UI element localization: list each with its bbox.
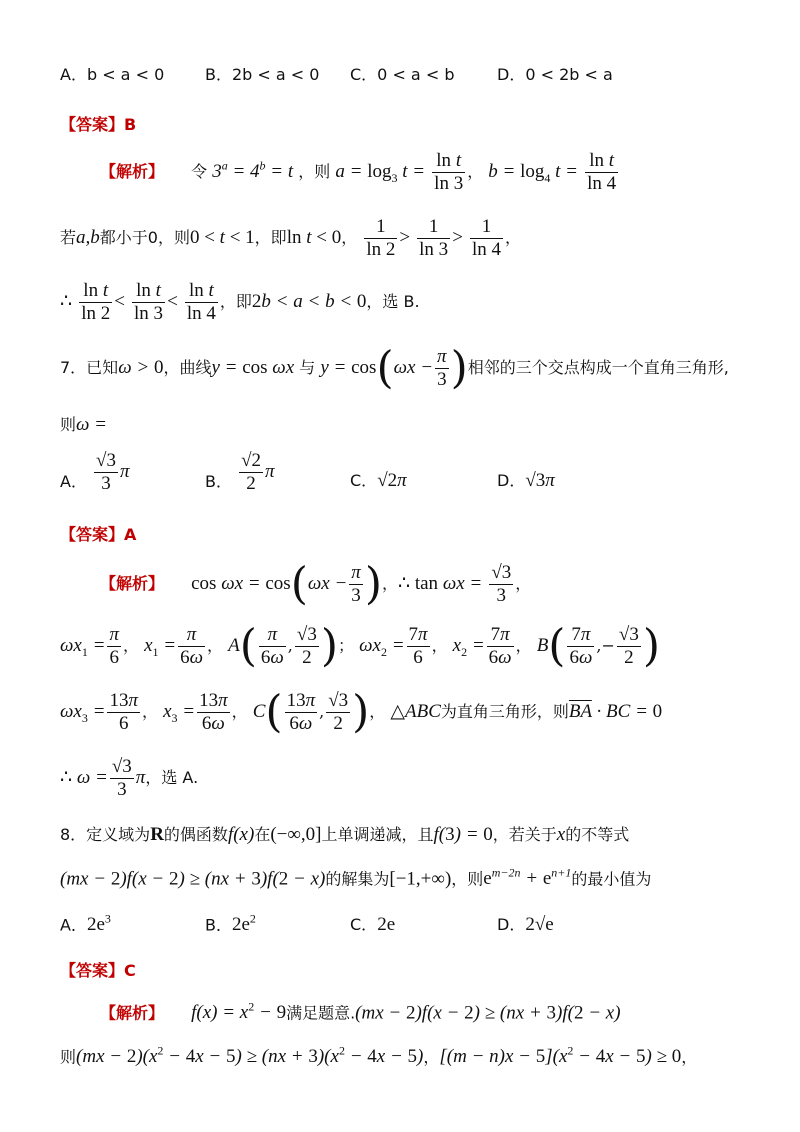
answer-label: 【答案】 (60, 115, 125, 134)
q6-frac-t4: $\frac{\text{ln t}}{\ln 4}$ (186, 280, 216, 324)
answer-value: B (124, 115, 137, 134)
q7-f1: $\frac{\pi}{6}$ (109, 624, 119, 668)
q7-option-b: B． (205, 471, 232, 491)
q7-omega-pos: ω > 0 (118, 356, 164, 378)
q8-option-c: C． (350, 915, 378, 934)
q7-analysis-line2: $\omega x_1$ = $\frac{\pi}{6}$ ， $x_1$ = $\frac{\pi}{6\omega}$ ， A( $\frac{\pi}{6\omega}$ , $\frac{√3}{2}$ )； $\omega x_2$ = $\frac{7\pi}{6}$ ， $x_2$ = $\frac{7\pi}{6\omega}$ ， B( $\frac{7\pi}{6\omega}$ ,− $\frac{√3}{2}$ ) (60, 620, 660, 672)
q8-stem-mid4: ，若关于 (492, 825, 557, 844)
q6-analysis-line2: 若a,b都小于0，则0 < t < 1，即ln t < 0， $\frac{1}{\ln 2}$ > $\frac{1}{\ln 3}$ > $\frac{1}{\ln 4}$ ， (60, 216, 522, 260)
q6-answer (60, 112, 760, 135)
q6-frac-ln4: $\frac{1}{\ln 4}$ (472, 216, 502, 260)
q8-stem-R: R (150, 824, 164, 845)
q7-analysis-line1: 【解析】 cos ωx = cos(ωx − $\frac{\pi}{3}$ )，∴ tan ωx = $\frac{√3}{3}$ ， (100, 558, 532, 610)
q6-line2-mid1: 都小于0，则 (99, 227, 190, 247)
q6-lnt: ln t < 0 (286, 226, 342, 248)
q7-f12: $\frac{√3}{2}$ (328, 690, 349, 734)
q6-analysis-line3: ∴ $\frac{\text{ln t}}{\ln 2}$ < $\frac{\text{ln t}}{\ln 3}$ < $\frac{\text{ln t}}{\ln 4}$ ，即2b < a < b < 0，选 B. (60, 280, 420, 324)
q7-option-c-wrap: C．√2π (350, 470, 407, 491)
q8-stem-prefix: 8．定义域为 (60, 825, 151, 844)
q7-a1-frac: $\frac{\pi}{3}$ (351, 562, 361, 606)
q6-option-a: A．b < a < 0 (60, 65, 165, 84)
q8-stem-mid5: 的不等式 (565, 825, 630, 844)
q7-stem-line2: 则 (60, 415, 77, 434)
q8-option-d-wrap: D．2√e (497, 914, 554, 935)
q6-option-c: C．0 < a < b (350, 65, 455, 84)
q6-ab: a,b (76, 226, 100, 248)
answer-value: A (124, 525, 137, 544)
q7-option-a-wrap: A． $\frac{√3}{3}$ π (60, 450, 130, 494)
q6-line2-mid2: ，即 (254, 227, 287, 247)
q6-eq2: $a = \log_3 t$ = (335, 160, 426, 185)
q7-stem-and: 与 (299, 357, 316, 377)
q7-f5: $\frac{7\pi}{6}$ (408, 624, 428, 668)
q8-last-prefix: 则 (60, 1047, 77, 1067)
q7-option-d: D． (497, 471, 526, 490)
q7-conclusion-end: ，选 A. (145, 767, 199, 787)
q7-b-frac: $\frac{√2}{2}$ (241, 450, 262, 494)
q6-t-range: 0 < t < 1 (189, 226, 255, 248)
q8-line2-tail: 的最小值为 (571, 869, 652, 889)
q7-f10: $\frac{13\pi}{6\omega}$ (199, 690, 228, 734)
q6-frac-b: $\frac{\text{ln t}}{\ln 4}$ (587, 150, 617, 194)
q7-curve2: y = cos (320, 356, 377, 378)
q7-option-c: C． (350, 471, 378, 490)
q6-line1-prefix: 令 (191, 161, 208, 181)
q8-line2-end: ，则 (451, 869, 484, 889)
q7-a1-frac2: $\frac{√3}{3}$ (491, 562, 512, 606)
q7-f11: $\frac{13\pi}{6\omega}$ (286, 690, 316, 734)
q7-f6: $\frac{7\pi}{6\omega}$ (488, 624, 512, 668)
q8-option-c-wrap: C．2e (350, 914, 396, 935)
q6-frac-a: $\frac{\text{ln t}}{\ln 3}$ (434, 150, 464, 194)
q7-stem-mid: ，曲线 (163, 357, 212, 377)
q7-option-a: A． (60, 471, 87, 491)
q6-analysis-line1: 【解析】 令 $3^a = 4^b = t$ ，则 $a = \log_3 t$ = $\frac{\text{ln t}}{\ln 3}$ ， $b = \log_4 t$ = $\frac{\text{ln t}}{\ln 4}$ (100, 150, 617, 194)
q6-frac-ln2: $\frac{1}{\ln 2}$ (366, 216, 396, 260)
q8-line2-mid: 的解集为 (325, 869, 390, 889)
q8-stem-mid3: 上单调递减，且 (321, 825, 434, 844)
q7-f4: $\frac{√3}{2}$ (296, 624, 317, 668)
q8-analysis-line1: 【解析】 $f(x) = x^2 - 9$满足题意.(mx − 2)f(x − 2) ≥ (nx + 3)f(2 − x) (100, 1000, 621, 1024)
q7-stem-line2: 则ω = (60, 414, 108, 435)
q7-option-b-wrap: B． $\frac{√2}{2}$ π (205, 450, 275, 494)
q8-analysis-mid: 满足题意. (286, 1003, 356, 1023)
answer-label: 【答案】 (60, 961, 125, 980)
q7-analysis-line4: ∴ ω = $\frac{√3}{3}$ π，选 A. (60, 756, 199, 800)
answer-label: 【答案】 (60, 525, 125, 544)
q8-stem-mid1: 的偶函数 (163, 825, 228, 844)
q7-f13: $\frac{√3}{3}$ (111, 756, 132, 800)
q8-stem-line1: 8．定义域为R的偶函数f(x)在(−∞,0]上单调递减，且f(3) = 0，若关于x的不等式 (60, 824, 630, 845)
q6-line2-prefix: 若 (60, 227, 77, 247)
q8-answer (60, 958, 760, 981)
q6-option-b: B．2b < a < 0 (205, 65, 320, 84)
q8-analysis-line2: 则$(mx - 2)(x^2 - 4x - 5) \ge (nx + 3)(x^2 - 4x - 5)$，$[(m - n)x - 5](x^2 - 4x - 5) \ge 0$， (60, 1044, 698, 1068)
q7-a-frac: $\frac{√3}{3}$ (96, 450, 116, 494)
q7-stem-line1: 7．已知ω > 0，曲线y = cos ωx 与 y = cos(ωx − $\frac{\pi}{3}$ )相邻的三个交点构成一个直角三角形, (60, 342, 729, 394)
analysis-label: 【解析】 (100, 1003, 165, 1023)
q8-option-a-wrap: A．$2e^3$ (60, 912, 111, 936)
q7-stem-prefix: 7．已知 (60, 357, 119, 377)
analysis-label: 【解析】 (100, 573, 165, 593)
q6-line3-end: ，选 B. (366, 291, 420, 311)
q7-curve1: y = cos ωx (211, 356, 295, 378)
q8-option-b-wrap: B．$2e^2$ (205, 912, 256, 936)
q8-option-d: D． (497, 915, 526, 934)
q7-triangle-text: 为直角三角形，则 (440, 701, 569, 721)
q6-frac-t3: $\frac{\text{ln t}}{\ln 3}$ (134, 280, 164, 324)
q7-stem-suffix: 相邻的三个交点构成一个直角三角形, (467, 357, 729, 377)
q7-f3: $\frac{\pi}{6\omega}$ (260, 624, 284, 668)
q6-frac-ln3: $\frac{1}{\ln 3}$ (419, 216, 449, 260)
q8-stem-mid2: 在 (254, 825, 271, 844)
q7-analysis-line3: $\omega x_3$ = $\frac{13\pi}{6}$ ， $x_3$ = $\frac{13\pi}{6\omega}$ ， C( $\frac{13\pi}{6\omega}$ , $\frac{√3}{2}$ )， △ABC为直角三角形，则$\overline{BA}$ · BC = 0 (60, 686, 663, 738)
q8-stem-line2: (mx − 2)f(x − 2) ≥ (nx + 3)f(2 − x)的解集为[−1,+∞)，则$e^{m-2n} + e^{n+1}$的最小值为 (60, 866, 652, 890)
q7-option-d-wrap: D．√3π (497, 470, 555, 491)
q6-option-d: D．0 < 2b < a (497, 65, 613, 84)
q6-result: 2b < a < b < 0 (251, 290, 367, 312)
q6-line3-suffix: ，即 (219, 291, 252, 311)
q6-eq1: $3^a = 4^b = t$ (212, 158, 294, 182)
q7-f8: $\frac{√3}{2}$ (618, 624, 639, 668)
q8-option-a: A． (60, 915, 87, 935)
q8-option-b: B． (205, 915, 232, 935)
q6-line1-then: ，则 (298, 161, 331, 181)
q7-f7: $\frac{7\pi}{6\omega}$ (569, 624, 593, 668)
q7-answer (60, 522, 760, 545)
q6-frac-t2: $\frac{\text{ln t}}{\ln 2}$ (81, 280, 111, 324)
q7-f9: $\frac{13\pi}{6}$ (109, 690, 138, 734)
q6-eq3: $b = \log_4 t$ = (488, 160, 579, 185)
q7-f2: $\frac{\pi}{6\omega}$ (180, 624, 203, 668)
q7-frac-pi3: $\frac{\pi}{3}$ (437, 346, 447, 390)
answer-value: C (124, 961, 136, 980)
analysis-label: 【解析】 (100, 161, 165, 181)
